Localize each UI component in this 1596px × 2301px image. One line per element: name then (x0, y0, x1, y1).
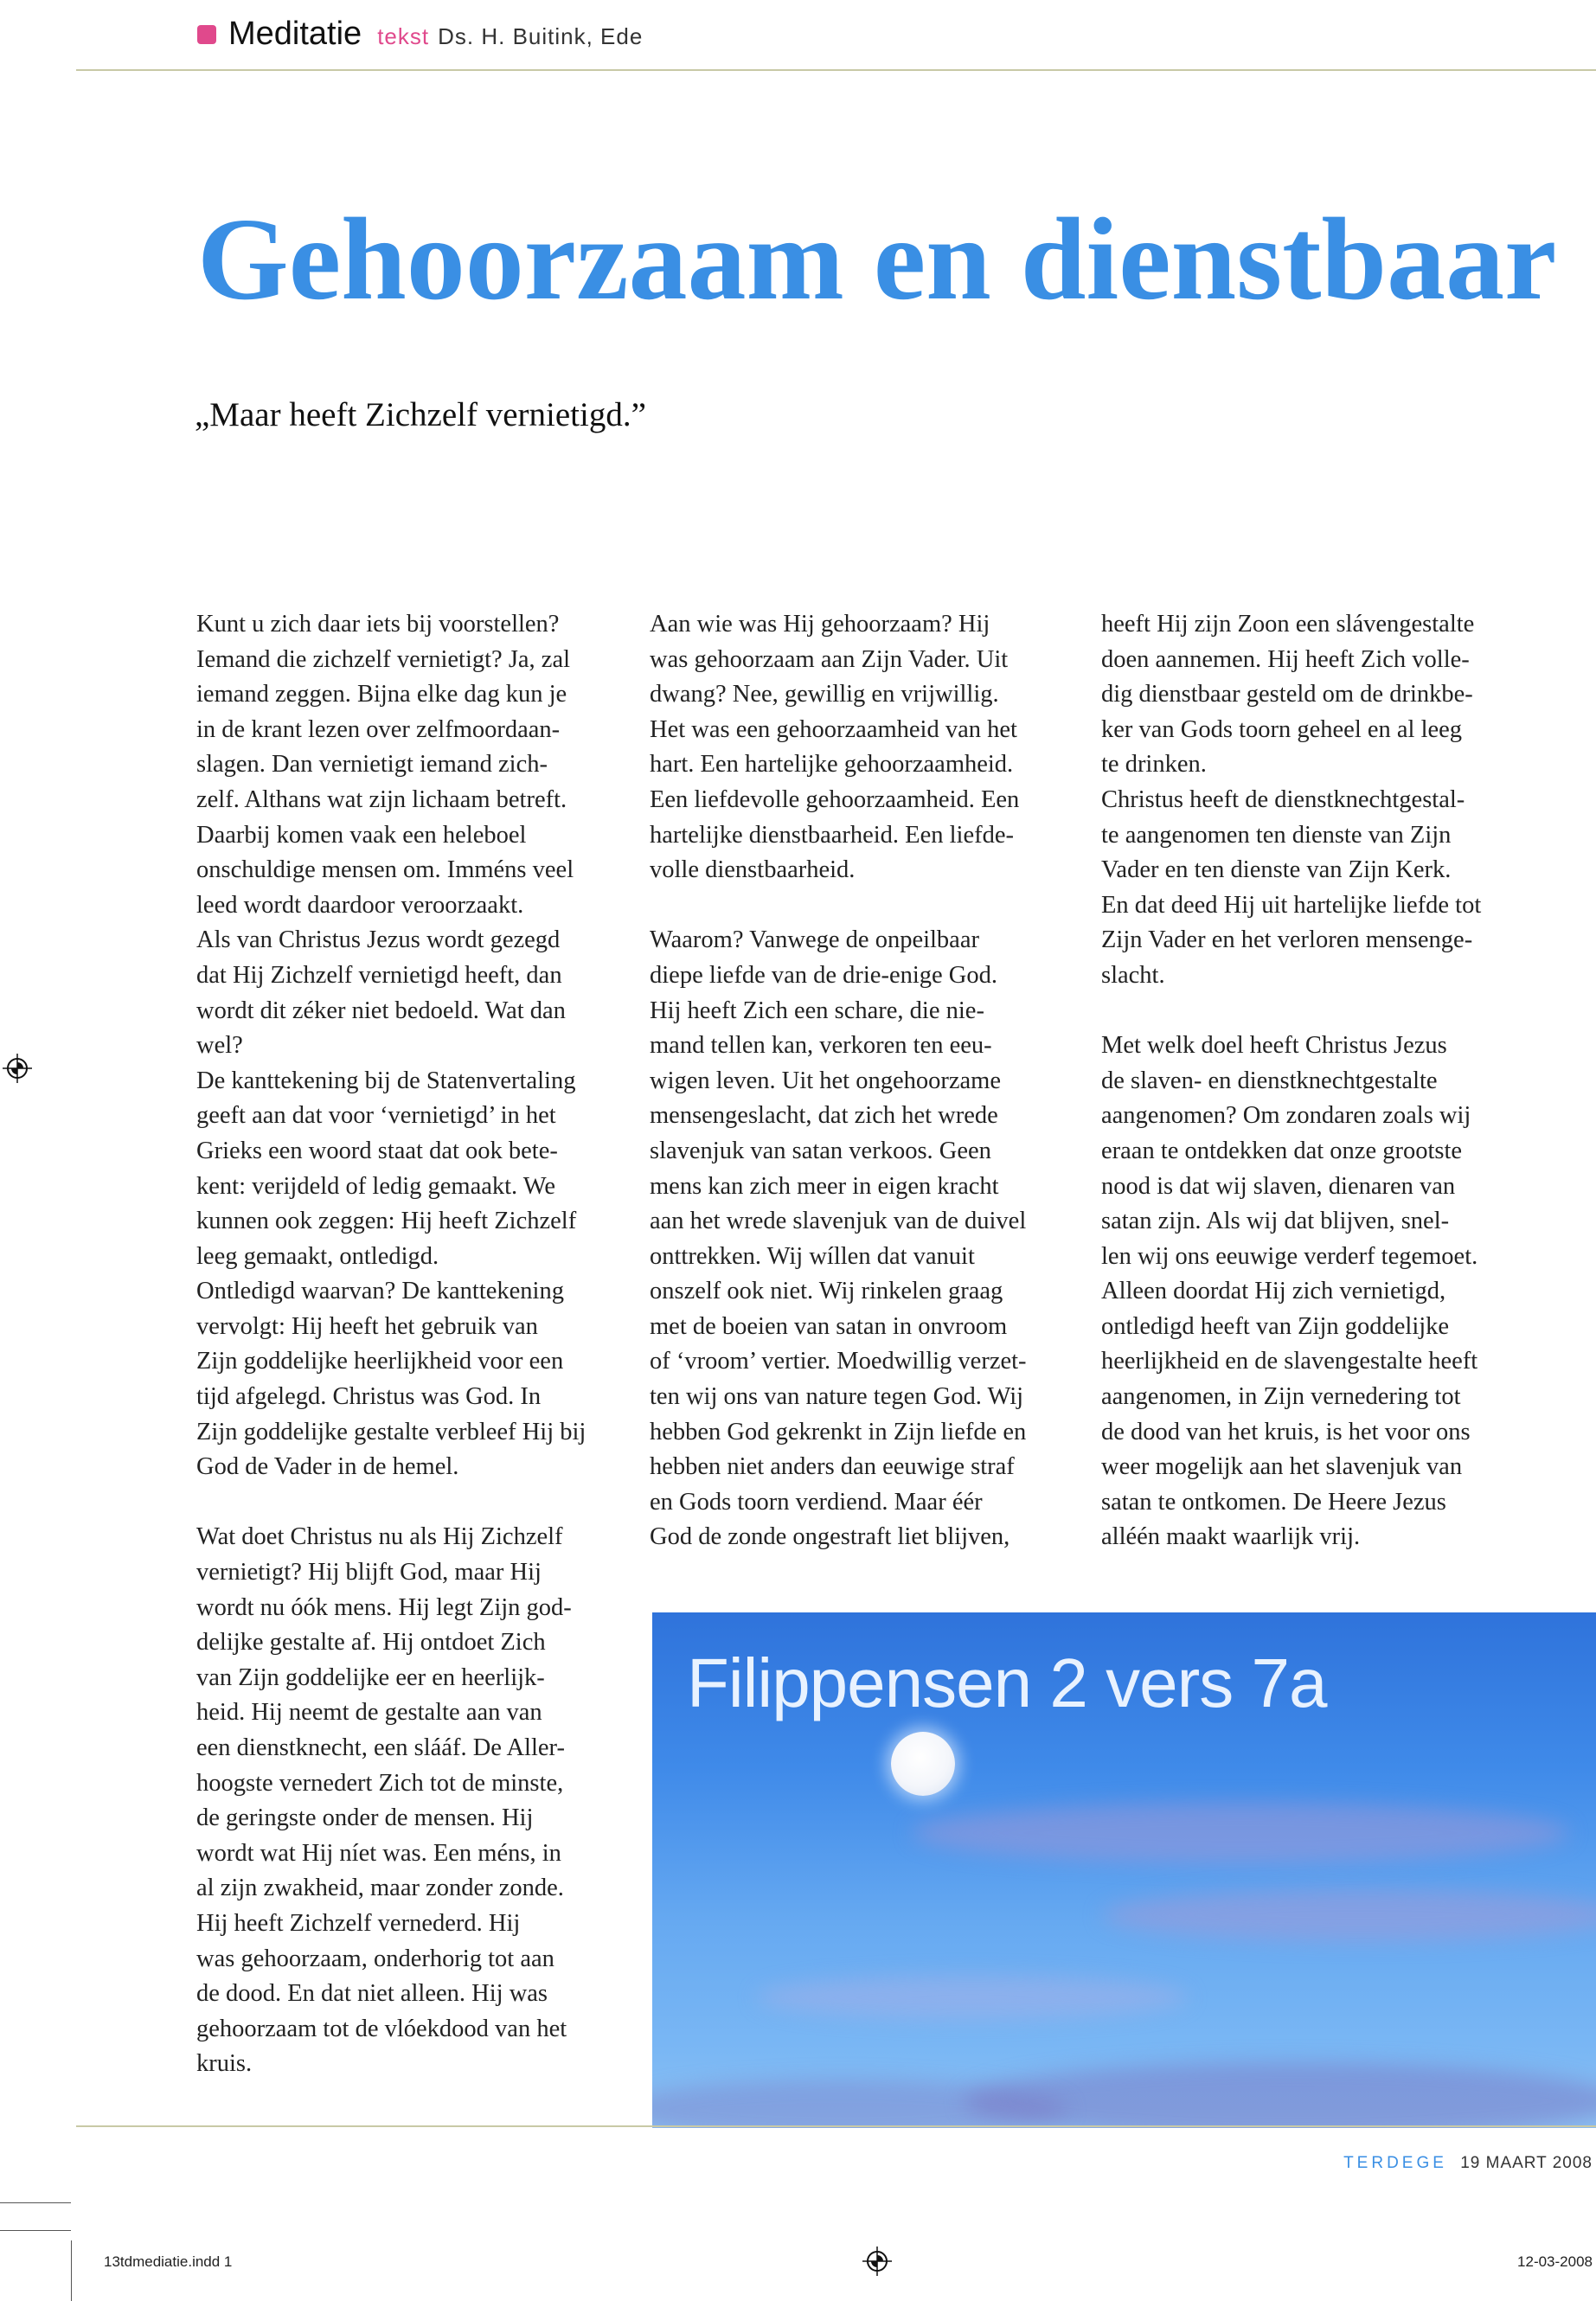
text-line: hoogste vernedert Zich tot de minste, (196, 1769, 564, 1797)
text-line: en Gods toorn verdiend. Maar éér (650, 1488, 983, 1516)
text-line: Alleen doordat Hij zich vernietigd, (1101, 1278, 1446, 1305)
crop-mark (0, 2230, 71, 2231)
text-line: geeft aan dat voor ‘vernietigd’ in het (196, 1102, 556, 1130)
text-line: alléén maakt waarlijk vrij. (1101, 1523, 1361, 1551)
paragraph-gap (1101, 994, 1534, 1029)
text-line: te aangenomen ten dienste van Zijn (1101, 821, 1452, 849)
text-line: al zijn zwakheid, maar zonder zonde. (196, 1875, 564, 1902)
text-line: Wat doet Christus nu als Hij Zichzelf (196, 1523, 563, 1551)
text-line: kent: verijdeld of ledig gemaakt. We (196, 1172, 556, 1200)
bottom-divider (76, 2125, 1596, 2127)
text-line: Een liefdevolle gehoorzaamheid. Een (650, 785, 1020, 813)
text-line: zelf. Althans wat zijn lichaam betreft. (196, 785, 567, 813)
text-line: weer mogelijk aan het slavenjuk van (1101, 1453, 1463, 1481)
text-line: hartelijke dienstbaarheid. Een liefde- (650, 821, 1014, 849)
credit-kicker: tekst (377, 23, 430, 49)
section-label: Meditatie (228, 16, 362, 52)
text-line: slagen. Dan vernietigt iemand zich- (196, 751, 548, 779)
text-line: Zijn goddelijke heerlijkheid voor een (196, 1348, 564, 1375)
text-line: aangenomen, in Zijn vernedering tot (1101, 1383, 1461, 1411)
text-line: Christus heeft de dienstknechtgestal- (1101, 785, 1465, 813)
text-line: Als van Christus Jezus wordt gezegd (196, 926, 561, 954)
text-line: slavenjuk van satan verkoos. Geen (650, 1137, 991, 1164)
text-line: Hij heeft Zich een schare, die nie- (650, 997, 984, 1024)
text-line: De kanttekening bij de Statenvertaling (196, 1067, 576, 1094)
text-line: En dat deed Hij uit hartelijke liefde tot (1101, 891, 1482, 919)
text-line: vervolgt: Hij heeft het gebruik van (196, 1312, 538, 1340)
text-line: Ontledigd waarvan? De kanttekening (196, 1278, 564, 1305)
text-line: dig dienstbaar gesteld om de drinkbe- (1101, 681, 1473, 708)
text-line: Iemand die zichzelf vernietigt? Ja, zal (196, 645, 571, 673)
text-line: hart. Een hartelijke gehoorzaamheid. (650, 751, 1014, 779)
text-line: God de zonde ongestraft liet blijven, (650, 1523, 1010, 1551)
text-line: tijd afgelegd. Christus was God. In (196, 1383, 542, 1411)
text-line: Waarom? Vanwege de onpeilbaar (650, 926, 979, 954)
text-line: mand tellen kan, verkoren ten eeu- (650, 1032, 992, 1060)
text-column-2 (650, 607, 1082, 1555)
text-line: mens kan zich meer in eigen kracht (650, 1172, 999, 1200)
text-line: van Zijn goddelijke eer en heerlijk- (196, 1663, 545, 1691)
credit-author: Ds. H. Buitink, Ede (438, 23, 644, 49)
slug-filename: 13tdmediatie.indd 1 (104, 2253, 233, 2270)
registration-mark-icon (862, 2247, 892, 2276)
text-line: in de krant lezen over zelfmoordaan- (196, 715, 561, 743)
text-line: mensengeslacht, dat zich het wrede (650, 1102, 998, 1130)
text-line: kruis. (196, 2050, 253, 2078)
text-line: ontledigd heeft van Zijn goddelijke (1101, 1312, 1450, 1340)
text-line: Zijn goddelijke gestalte verbleef Hij bij (196, 1418, 586, 1445)
text-line: God de Vader in de hemel. (196, 1453, 459, 1481)
text-line: Daarbij komen vaak een heleboel (196, 821, 527, 849)
text-line: hebben God gekrenkt in Zijn liefde en (650, 1418, 1027, 1445)
text-line: heeft Hij zijn Zoon een slávengestalte (1101, 611, 1475, 638)
text-line: was gehoorzaam aan Zijn Vader. Uit (650, 645, 1009, 673)
text-line: onszelf ook niet. Wij rinkelen graag (650, 1278, 1003, 1305)
text-line: iemand zeggen. Bijna elke dag kun je (196, 681, 567, 708)
footer-date: 19 MAART 2008 (1460, 2154, 1593, 2172)
text-line: volle dienstbaarheid. (650, 856, 856, 884)
text-line: ker van Gods toorn geheel en al leeg (1101, 715, 1463, 743)
text-line: Vader en ten dienste van Zijn Kerk. (1101, 856, 1452, 884)
text-line: Kunt u zich daar iets bij voorstellen? (196, 611, 560, 638)
text-line: doen aannemen. Hij heeft Zich volle- (1101, 645, 1470, 673)
text-line: aangenomen? Om zondaren zoals wij (1101, 1102, 1471, 1130)
article-title: Gehoorzaam en dienstbaar (197, 195, 1557, 324)
crop-mark (71, 2240, 72, 2301)
text-line: de slaven- en dienstknechtgestalte (1101, 1067, 1438, 1094)
text-line: met de boeien van satan in onvroom (650, 1312, 1008, 1340)
section-marker (197, 25, 216, 44)
text-line: hebben niet anders dan eeuwige straf (650, 1453, 1015, 1481)
text-line: wordt wat Hij níet was. Een méns, in (196, 1839, 561, 1867)
text-line: eraan te ontdekken dat onze grootste (1101, 1137, 1463, 1164)
text-column-1 (196, 607, 629, 2082)
text-line: Het was een gehoorzaamheid van het (650, 715, 1017, 743)
paragraph-gap (196, 1485, 629, 1521)
top-divider (76, 69, 1596, 71)
text-line: de geringste onder de mensen. Hij (196, 1804, 534, 1832)
text-line: de dood van het kruis, is het voor ons (1101, 1418, 1471, 1445)
text-line: heerlijkheid en de slavengestalte heeft (1101, 1348, 1478, 1375)
text-line: een dienstknecht, een slááf. De Aller- (196, 1734, 565, 1761)
footer-issue (1343, 2154, 1593, 2173)
cloud-band (756, 1976, 1189, 2019)
crop-mark (0, 2202, 71, 2203)
text-line: de dood. En dat niet alleen. Hij was (196, 1980, 548, 2008)
article-subtitle: „Maar heeft Zichzelf vernietigd.” (195, 396, 646, 433)
text-column-3 (1101, 607, 1534, 1555)
text-line: wordt nu óók mens. Hij legt Zijn god- (196, 1593, 572, 1621)
registration-mark-icon (3, 1054, 32, 1083)
cloud-band (912, 1803, 1569, 1863)
text-line: Hij heeft Zichzelf vernederd. Hij (196, 1909, 521, 1937)
text-line: te drinken. (1101, 751, 1207, 779)
text-line: dat Hij Zichzelf vernietigd heeft, dan (196, 961, 562, 989)
text-line: kunnen ook zeggen: Hij heeft Zichzelf (196, 1208, 577, 1235)
paragraph-gap (650, 888, 1082, 924)
text-line: was gehoorzaam, onderhorig tot aan (196, 1945, 554, 1972)
text-line: slacht. (1101, 961, 1165, 989)
text-line: aan het wrede slavenjuk van de duivel (650, 1208, 1027, 1235)
text-line: wigen leven. Uit het ongehoorzame (650, 1067, 1001, 1094)
text-line: leed wordt daardoor veroorzaakt. (196, 891, 524, 919)
footer-magazine: TERDEGE (1343, 2154, 1447, 2172)
cloud-band (1102, 1889, 1596, 1941)
text-line: of ‘vroom’ vertier. Moedwillig verzet- (650, 1348, 1027, 1375)
text-line: ten wij ons van nature tegen God. Wij (650, 1383, 1024, 1411)
text-line: onschuldige mensen om. Imméns veel (196, 856, 574, 884)
text-line: Grieks een woord staat dat ook bete- (196, 1137, 558, 1164)
section-header (197, 16, 643, 54)
text-line: len wij ons eeuwige verderf tegemoet. (1101, 1242, 1478, 1270)
text-line: leeg gemaakt, ontledigd. (196, 1242, 439, 1270)
text-line: delijke gestalte af. Hij ontdoet Zich (196, 1629, 546, 1657)
text-line: onttrekken. Wij wíllen dat vanuit (650, 1242, 975, 1270)
text-line: heid. Hij neemt de gestalte aan van (196, 1699, 542, 1727)
photo-caption: Filippensen 2 vers 7a (687, 1644, 1327, 1721)
text-line: wordt dit zéker niet bedoeld. Wat dan (196, 997, 566, 1024)
text-line: gehoorzaam tot de vlóekdood van het (196, 2015, 567, 2042)
text-line: Met welk doel heeft Christus Jezus (1101, 1032, 1447, 1060)
text-line: satan zijn. Als wij dat blijven, snel- (1101, 1208, 1450, 1235)
slug-date: 12-03-2008 (1517, 2253, 1593, 2270)
text-line: satan te ontkomen. De Heere Jezus (1101, 1488, 1446, 1516)
text-line: wel? (196, 1032, 243, 1060)
sky-photo (652, 1612, 1596, 2128)
text-line: diepe liefde van de drie-enige God. (650, 961, 997, 989)
text-line: dwang? Nee, gewillig en vrijwillig. (650, 681, 999, 708)
moon (891, 1732, 955, 1796)
text-line: Aan wie was Hij gehoorzaam? Hij (650, 611, 990, 638)
text-line: nood is dat wij slaven, dienaren van (1101, 1172, 1456, 1200)
text-line: vernietigt? Hij blijft God, maar Hij (196, 1559, 542, 1586)
text-line: Zijn Vader en het verloren mensenge- (1101, 926, 1473, 954)
